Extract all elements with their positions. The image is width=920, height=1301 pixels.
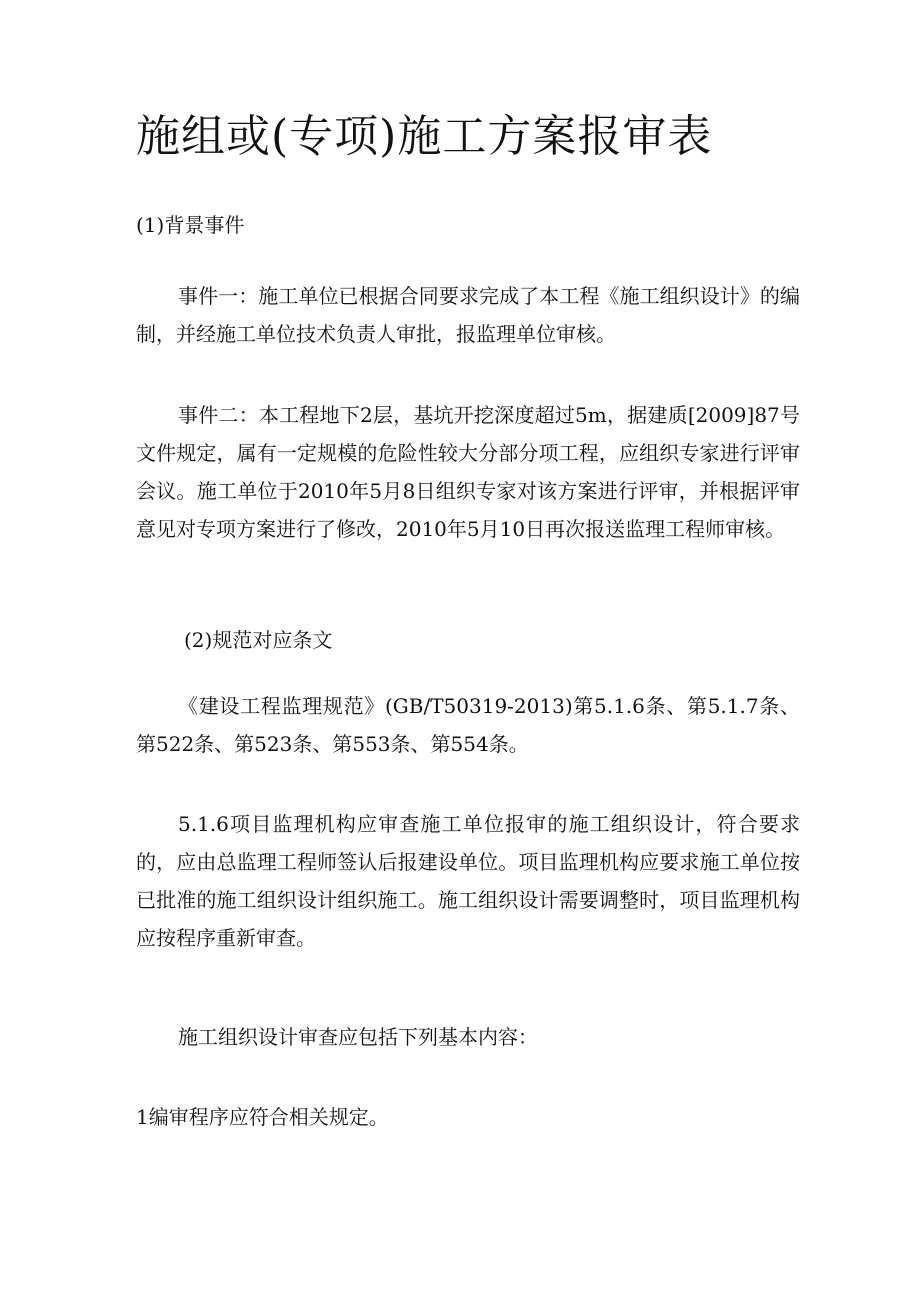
article-516-paragraph: 5.1.6项目监理机构应审查施工单位报审的施工组织设计，符合要求的，应由总监理工程师签认后报建设单位。项目监理机构应要求施工单位按已批准的施工组织设计组织施工。施工组织设计需要调整时，项目监理机构应按程序重新审查。 [136,812,800,950]
review-item-1: 1编审程序应符合相关规定。 [136,1105,389,1129]
event-two-paragraph: 事件二：本工程地下2层，基坑开挖深度超过5m，据建质[2009]87号文件规定，属有一定规模的危险性较大分部分项工程，应组织专家进行评审会议。施工单位于2010年5月8日组织专家对该方案进行评审，并根据评审意见对专项方案进行了修改，2010年5月10日再次报送监理工程师审核。 [136,403,800,541]
document-title: 施组或(专项)施工方案报审表 [136,111,713,162]
event-one-paragraph: 事件一：施工单位已根据合同要求完成了本工程《施工组织设计》的编制，并经施工单位技术负责人审批，报监理单位审核。 [136,284,800,346]
section-heading-background: (1)背景事件 [136,213,245,237]
standard-reference-paragraph: 《建设工程监理规范》(GB/T50319-2013)第5.1.6条、第5.1.7条、第522条、第523条、第553条、第554条。 [136,694,800,756]
section-heading-regulations: (2)规范对应条文 [184,628,333,652]
review-intro-paragraph: 施工组织设计审查应包括下列基本内容： [178,1025,538,1049]
